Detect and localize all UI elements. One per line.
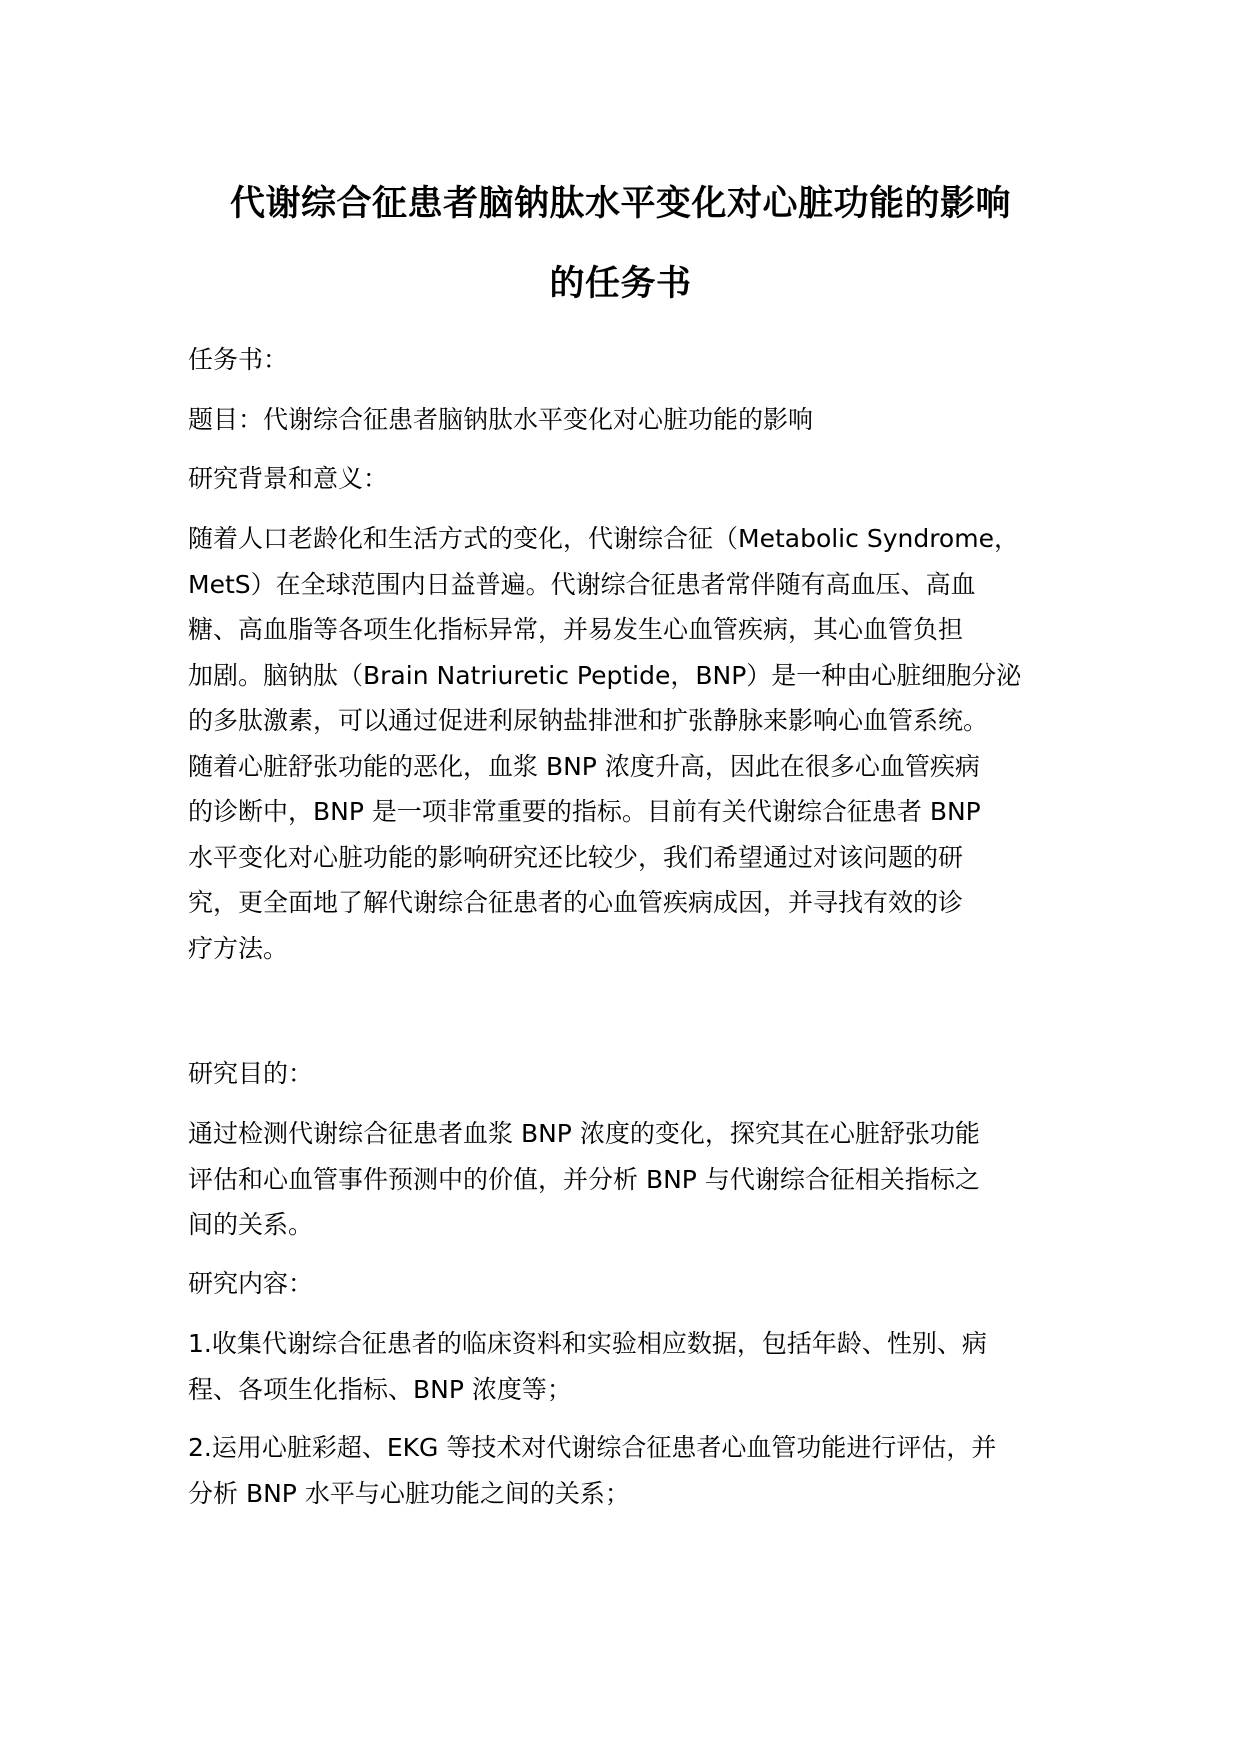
task-heading: 任务书：	[188, 345, 289, 374]
content-item-2	[188, 1425, 1068, 1516]
background-heading: 研究背景和意义：	[188, 464, 389, 493]
purpose-heading: 研究目的：	[188, 1059, 314, 1088]
background-line: 糖、高血脂等各项生化指标异常，并易发生心血管疾病，其心血管负担	[188, 615, 964, 644]
background-line: 加剧。脑钠肽（Brain Natriuretic Peptide，BNP）是一种由心脏细胞分泌	[188, 660, 1022, 690]
content-item-2-line: 2.运用心脏彩超、EKG 等技术对代谢综合征患者心血管功能进行评估，并	[188, 1433, 997, 1462]
background-paragraph	[188, 516, 1068, 971]
purpose-line: 间的关系。	[188, 1210, 314, 1239]
topic-line: 题目：代谢综合征患者脑钠肽水平变化对心脏功能的影响	[188, 405, 814, 434]
background-line: 随着心脏舒张功能的恶化，血浆 BNP 浓度升高，因此在很多心血管疾病	[188, 751, 980, 781]
background-line: 随着人口老龄化和生活方式的变化，代谢综合征（Metabolic Syndrome，	[188, 524, 1019, 553]
background-line: 究，更全面地了解代谢综合征患者的心血管疾病成因，并寻找有效的诊	[188, 888, 964, 917]
background-line: 水平变化对心脏功能的影响研究还比较少，我们希望通过对该问题的研	[188, 842, 964, 872]
background-line: 的诊断中，BNP 是一项非常重要的指标。目前有关代谢综合征患者 BNP	[188, 797, 981, 826]
content-heading: 研究内容：	[188, 1269, 314, 1298]
background-line: 的多肽激素，可以通过促进利尿钠盐排泄和扩张静脉来影响心血管系统。	[188, 706, 989, 735]
content-item-1-line: 程、各项生化指标、BNP 浓度等；	[188, 1374, 572, 1404]
document-title-line-1: 代谢综合征患者脑钠肽水平变化对心脏功能的影响	[229, 184, 1011, 224]
purpose-paragraph	[188, 1111, 1068, 1248]
content-item-2-line: 分析 BNP 水平与心脏功能之间的关系；	[188, 1478, 630, 1508]
content-item-1-line: 1.收集代谢综合征患者的临床资料和实验相应数据，包括年龄、性别、病	[188, 1329, 987, 1358]
purpose-line: 通过检测代谢综合征患者血浆 BNP 浓度的变化，探究其在心脏舒张功能	[188, 1119, 980, 1148]
background-line: 疗方法。	[188, 933, 289, 963]
purpose-line: 评估和心血管事件预测中的价值，并分析 BNP 与代谢综合征相关指标之	[188, 1164, 980, 1194]
background-line: MetS）在全球范围内日益普遍。代谢综合征患者常伴随有高血压、高血	[188, 569, 976, 599]
document-title-line-2: 的任务书	[549, 264, 692, 304]
content-item-1	[188, 1321, 1068, 1412]
